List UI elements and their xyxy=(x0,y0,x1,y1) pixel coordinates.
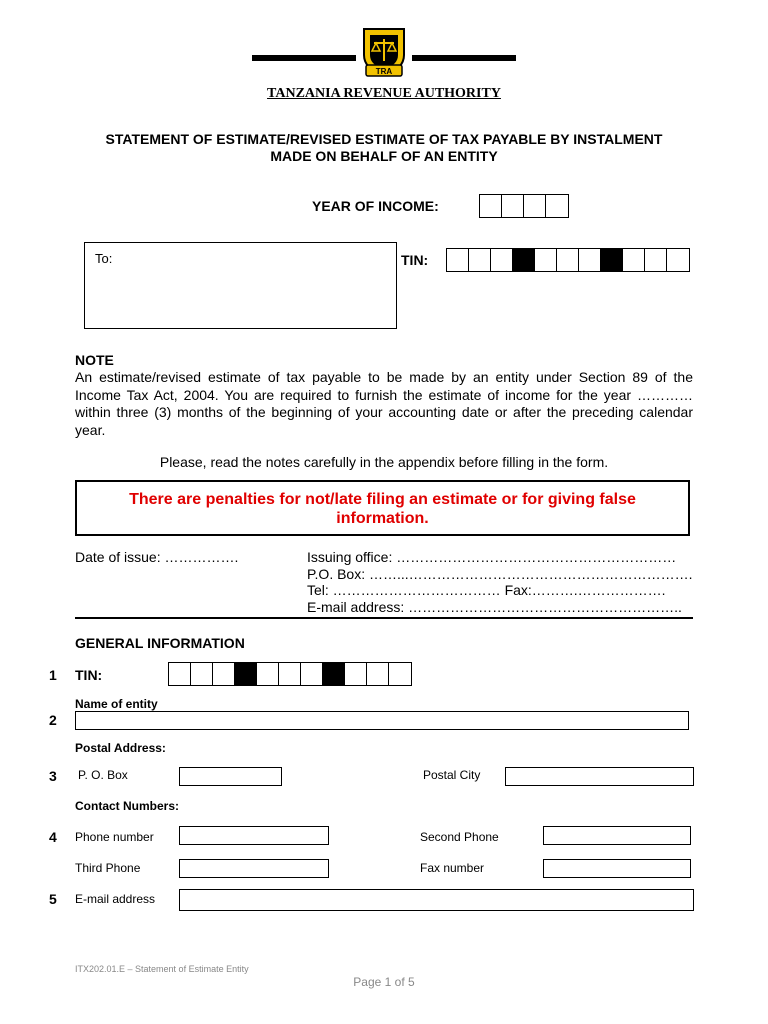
fax-number-label: Fax number xyxy=(420,861,485,875)
form-id-footer: ITX202.01.E – Statement of Estimate Entity xyxy=(75,964,249,974)
tin-cell[interactable] xyxy=(301,663,323,685)
logo-text: TRA xyxy=(375,67,393,76)
year-of-income-label: YEAR OF INCOME: xyxy=(312,198,439,214)
item-number-5: 5 xyxy=(49,891,57,907)
postal-address-heading: Postal Address: xyxy=(75,741,166,755)
form-title xyxy=(60,131,708,165)
tin-cell[interactable] xyxy=(279,663,301,685)
header-bar-right xyxy=(412,55,516,61)
contact-numbers-heading: Contact Numbers: xyxy=(75,799,180,813)
tin-cell[interactable] xyxy=(557,249,579,271)
form-title-line1: STATEMENT OF ESTIMATE/REVISED ESTIMATE OF TAX PAYABLE BY INSTALMENT xyxy=(105,131,663,147)
second-phone-label: Second Phone xyxy=(420,830,499,844)
tin-cell[interactable] xyxy=(367,663,389,685)
po-box-input[interactable] xyxy=(179,767,282,786)
third-phone-input[interactable] xyxy=(179,859,329,878)
tin-cell[interactable] xyxy=(667,249,689,271)
postal-city-label: Postal City xyxy=(423,768,481,782)
email-line: E-mail address: ………………………………………………….. xyxy=(307,599,682,615)
name-of-entity-label: Name of entity xyxy=(75,697,158,711)
tin-cell[interactable] xyxy=(579,249,601,271)
section-divider xyxy=(75,617,693,619)
year-cell[interactable] xyxy=(546,195,568,217)
name-of-entity-input[interactable] xyxy=(75,711,689,730)
email-address-input[interactable] xyxy=(179,889,694,911)
tra-logo-icon xyxy=(356,25,412,79)
general-information-heading: GENERAL INFORMATION xyxy=(75,635,245,651)
penalty-line1: There are penalties for not/late filing an estimate or for giving false xyxy=(129,491,636,508)
tin-cell[interactable] xyxy=(491,249,513,271)
fax-number-input[interactable] xyxy=(543,859,691,878)
second-phone-input[interactable] xyxy=(543,826,691,845)
tin-cell[interactable] xyxy=(645,249,667,271)
header-bar-left xyxy=(252,55,356,61)
tin-cell[interactable] xyxy=(623,249,645,271)
phone-number-label: Phone number xyxy=(75,830,154,844)
tin-separator-cell xyxy=(513,249,535,271)
penalty-line2: information. xyxy=(336,510,429,527)
note-title: NOTE xyxy=(75,352,114,368)
tin-separator-cell xyxy=(235,663,257,685)
tin-field[interactable] xyxy=(168,662,412,686)
note-body: An estimate/revised estimate of tax payable to be made by an entity under Section 89 of the Income Tax Act, 2004. You are required to furnish the estimate of income for the year ………… within three (3) months of the beginning of your accounting date or after the preceding calendar year. xyxy=(75,369,693,438)
item-number-1: 1 xyxy=(49,667,57,683)
tin-cell[interactable] xyxy=(213,663,235,685)
tin-cell[interactable] xyxy=(389,663,411,685)
tin-top-field[interactable] xyxy=(446,248,690,272)
email-address-label: E-mail address xyxy=(75,892,156,906)
issuing-office: Issuing office: …………………………………………………… xyxy=(307,549,677,565)
tin-top-label: TIN: xyxy=(401,252,429,268)
year-cell[interactable] xyxy=(502,195,524,217)
tin-label: TIN: xyxy=(75,667,103,683)
instruction-text: Please, read the notes carefully in the appendix before filling in the form. xyxy=(159,454,609,470)
tin-cell[interactable] xyxy=(257,663,279,685)
tin-cell[interactable] xyxy=(447,249,469,271)
tin-cell[interactable] xyxy=(169,663,191,685)
postal-city-input[interactable] xyxy=(505,767,694,786)
tin-cell[interactable] xyxy=(535,249,557,271)
tin-cell[interactable] xyxy=(469,249,491,271)
organization-name: TANZANIA REVENUE AUTHORITY xyxy=(267,86,501,101)
date-of-issue: Date of issue: ……………. xyxy=(75,549,239,565)
po-box-line: P.O. Box: ……...……………………………………………………. xyxy=(307,566,693,582)
third-phone-label: Third Phone xyxy=(75,861,141,875)
tel-fax-line: Tel: ……………………………… Fax:……….………………. xyxy=(307,582,666,598)
phone-number-input[interactable] xyxy=(179,826,329,845)
tin-separator-cell xyxy=(323,663,345,685)
po-box-label: P. O. Box xyxy=(78,768,128,782)
to-address-box[interactable] xyxy=(84,242,397,329)
penalty-warning-box xyxy=(75,480,690,536)
item-number-2: 2 xyxy=(49,712,57,728)
year-cell[interactable] xyxy=(480,195,502,217)
tin-cell[interactable] xyxy=(191,663,213,685)
tin-separator-cell xyxy=(601,249,623,271)
item-number-4: 4 xyxy=(49,829,57,845)
item-number-3: 3 xyxy=(49,768,57,784)
tin-cell[interactable] xyxy=(345,663,367,685)
form-title-line2: MADE ON BEHALF OF AN ENTITY xyxy=(270,148,498,164)
year-cell[interactable] xyxy=(524,195,546,217)
to-label: To: xyxy=(95,251,113,266)
page-number: Page 1 of 5 xyxy=(353,975,415,989)
year-of-income-field[interactable] xyxy=(479,194,569,218)
